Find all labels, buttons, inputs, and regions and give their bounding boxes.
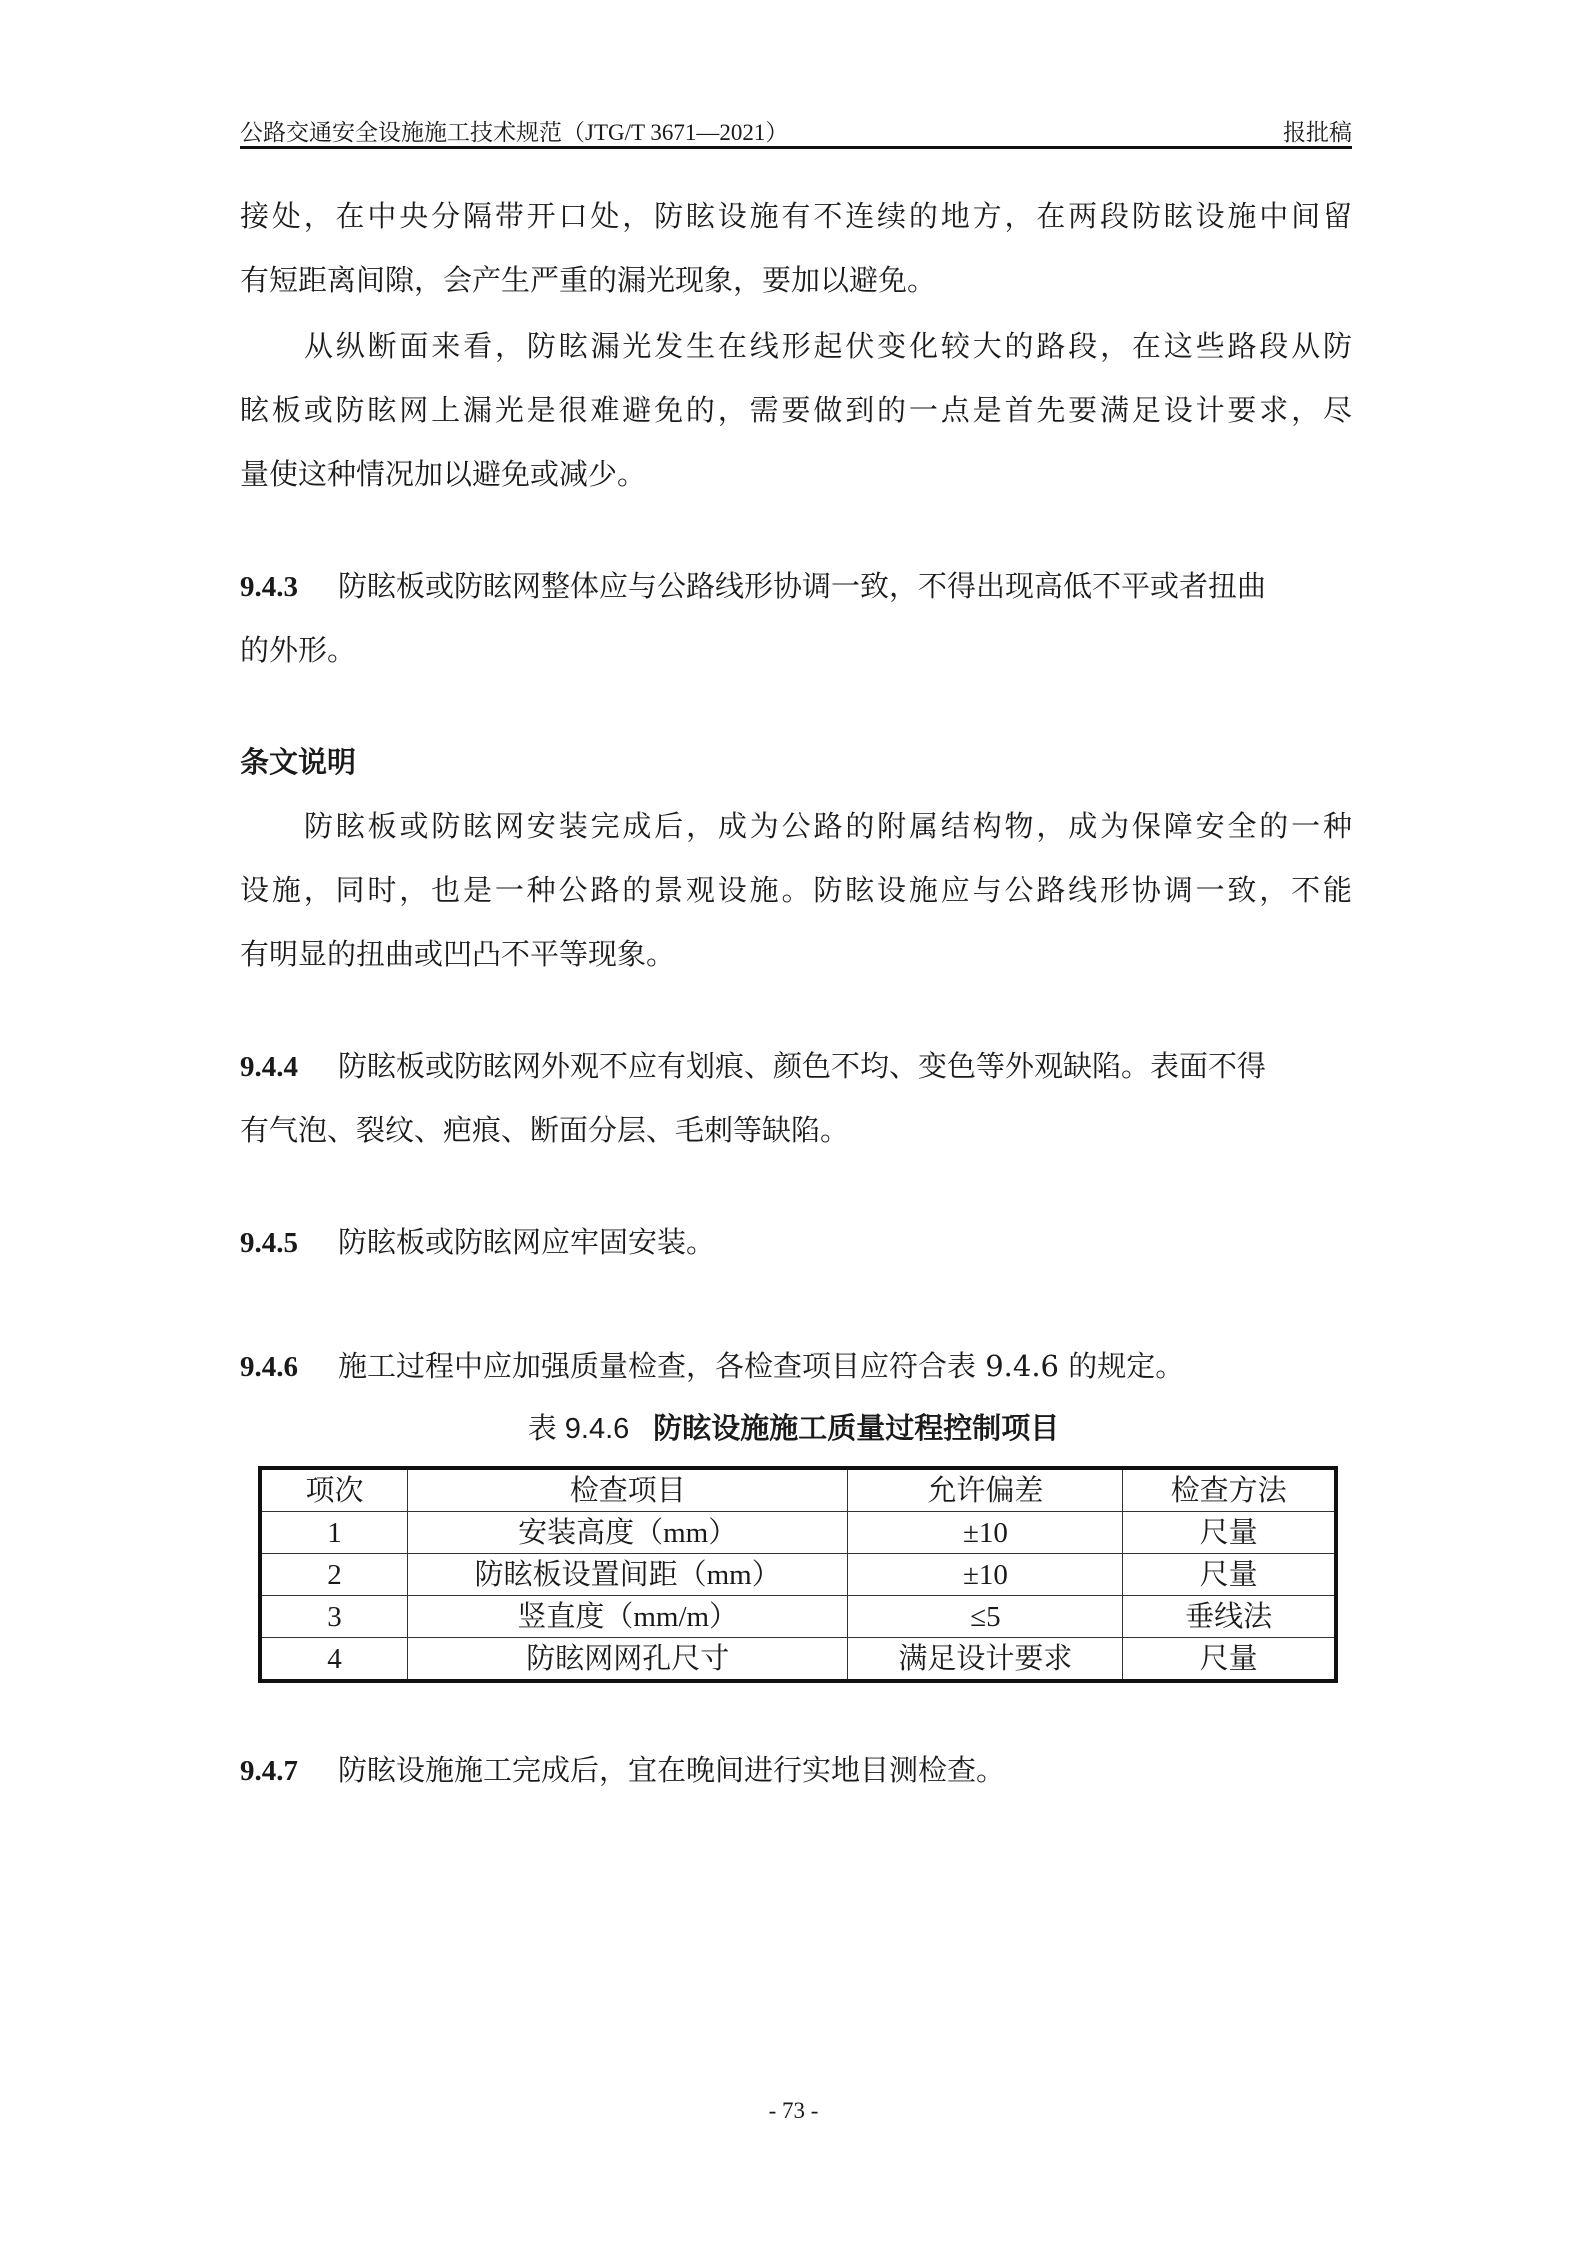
cell-check-item: 安装高度（mm） xyxy=(407,1512,848,1554)
clause-9-4-3 xyxy=(240,566,1352,606)
paragraph-line: 设施，同时，也是一种公路的景观设施。防眩设施应与公路线形协调一致，不能 xyxy=(240,873,1352,907)
paragraph-line: 有明显的扭曲或凹凸不平等现象。 xyxy=(240,937,676,971)
header-tolerance: 允许偏差 xyxy=(848,1468,1123,1512)
table-caption xyxy=(0,1408,1587,1449)
cell-check-item: 防眩网网孔尺寸 xyxy=(407,1638,848,1682)
page-number: - 73 - xyxy=(768,2098,819,2123)
clause-9-4-6 xyxy=(240,1346,1352,1386)
clause-number: 9.4.4 xyxy=(240,1051,298,1083)
paragraph-line: 有短距离间隙，会产生严重的漏光现象，要加以避免。 xyxy=(240,263,937,297)
table-row xyxy=(260,1512,1336,1554)
clause-text-continued: 的外形。 xyxy=(240,633,357,667)
cell-method: 尺量 xyxy=(1123,1638,1336,1682)
quality-control-table xyxy=(258,1466,1338,1683)
paragraph-line: 量使这种情况加以避免或减少。 xyxy=(240,457,647,491)
cell-check-item: 竖直度（mm/m） xyxy=(407,1596,848,1638)
cell-item-no: 1 xyxy=(260,1512,407,1554)
table-title: 防眩设施施工质量过程控制项目 xyxy=(653,1411,1060,1445)
clause-number: 9.4.3 xyxy=(240,571,298,603)
header-check-item: 检查项目 xyxy=(407,1468,848,1512)
paragraph-line: 防眩板或防眩网安装完成后，成为公路的附属结构物，成为保障安全的一种 xyxy=(304,809,1352,843)
clause-text-continued: 有气泡、裂纹、疤痕、断面分层、毛刺等缺陷。 xyxy=(240,1113,850,1147)
cell-check-item: 防眩板设置间距（mm） xyxy=(407,1554,848,1596)
table-row xyxy=(260,1596,1336,1638)
paragraph-line: 接处，在中央分隔带开口处，防眩设施有不连续的地方，在两段防眩设施中间留 xyxy=(240,199,1352,233)
clause-9-4-7 xyxy=(240,1750,1352,1790)
running-header xyxy=(240,108,1352,148)
cell-tolerance: ≤5 xyxy=(848,1596,1123,1638)
table-row xyxy=(260,1554,1336,1596)
table-row xyxy=(260,1638,1336,1682)
table-header-row xyxy=(260,1468,1336,1512)
cell-method: 垂线法 xyxy=(1123,1596,1336,1638)
cell-tolerance: 满足设计要求 xyxy=(848,1638,1123,1682)
explanation-heading: 条文说明 xyxy=(240,745,357,779)
clause-text: 施工过程中应加强质量检查，各检查项目应符合表 9.4.6 的规定。 xyxy=(338,1349,1185,1383)
paragraph-line: 眩板或防眩网上漏光是很难避免的，需要做到的一点是首先要满足设计要求，尽 xyxy=(240,393,1352,427)
clause-text: 防眩板或防眩网整体应与公路线形协调一致，不得出现高低不平或者扭曲 xyxy=(338,569,1267,603)
cell-item-no: 2 xyxy=(260,1554,407,1596)
cell-item-no: 3 xyxy=(260,1596,407,1638)
header-method: 检查方法 xyxy=(1123,1468,1336,1512)
cell-method: 尺量 xyxy=(1123,1512,1336,1554)
cell-tolerance: ±10 xyxy=(848,1554,1123,1596)
clause-number: 9.4.6 xyxy=(240,1351,298,1383)
header-item-no: 项次 xyxy=(260,1468,407,1512)
table-number: 表 9.4.6 xyxy=(527,1413,630,1445)
paragraph-line: 从纵断面来看，防眩漏光发生在线形起伏变化较大的路段，在这些路段从防 xyxy=(304,329,1352,363)
header-rule xyxy=(240,146,1352,149)
clause-9-4-5 xyxy=(240,1222,1352,1262)
clause-9-4-4 xyxy=(240,1046,1352,1086)
document-title: 公路交通安全设施施工技术规范（JTG/T 3671—2021） xyxy=(240,120,789,145)
clause-text: 防眩设施施工完成后，宜在晚间进行实地目测检查。 xyxy=(338,1753,1006,1787)
cell-tolerance: ±10 xyxy=(848,1512,1123,1554)
draft-status: 报批稿 xyxy=(1283,120,1352,145)
cell-method: 尺量 xyxy=(1123,1554,1336,1596)
clause-text: 防眩板或防眩网外观不应有划痕、颜色不均、变色等外观缺陷。表面不得 xyxy=(338,1049,1267,1083)
clause-text: 防眩板或防眩网应牢固安装。 xyxy=(338,1225,716,1259)
clause-number: 9.4.5 xyxy=(240,1227,298,1259)
cell-item-no: 4 xyxy=(260,1638,407,1682)
clause-number: 9.4.7 xyxy=(240,1755,298,1787)
